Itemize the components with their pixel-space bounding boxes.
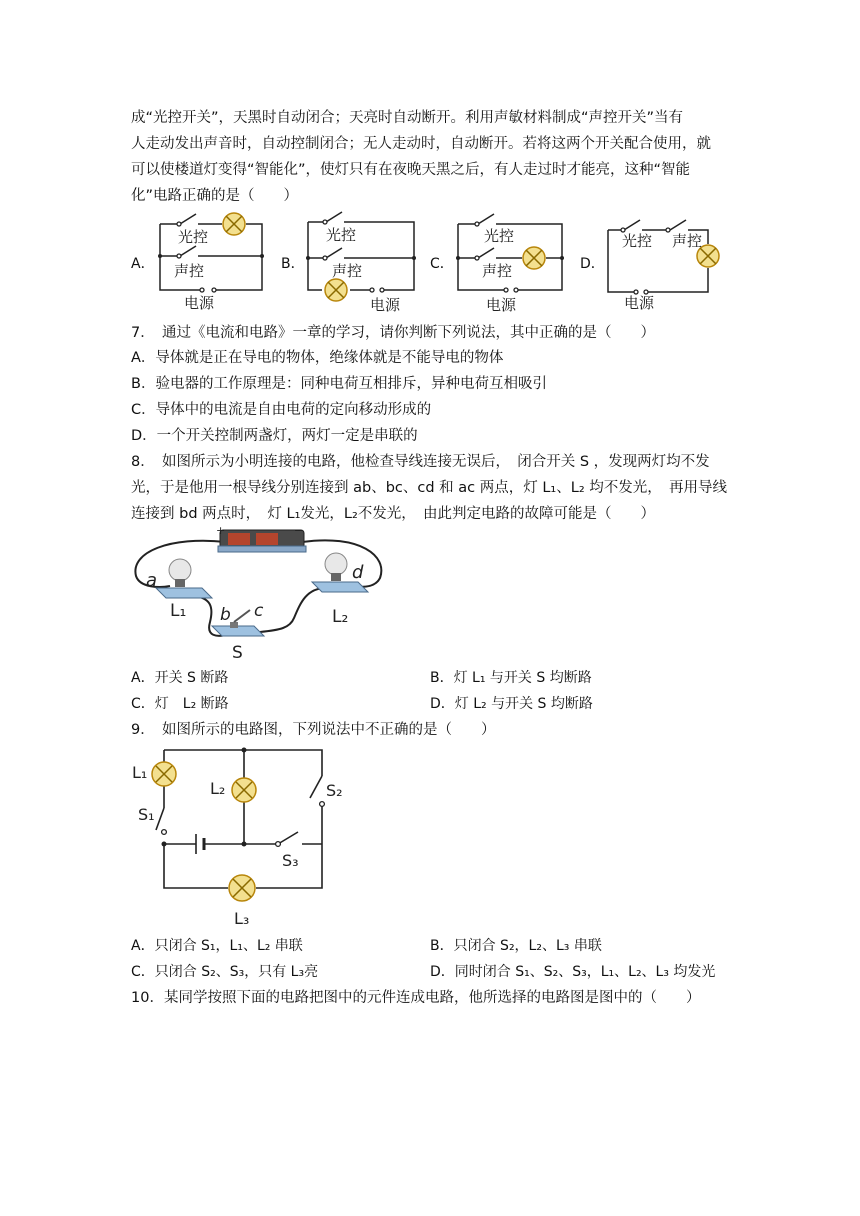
q6-line-2: 人走动发出声音时，自动控制闭合；无人走动时，自动断开。若将这两个开关配合使用，就 <box>131 136 711 152</box>
label-s1: S₁ <box>138 805 155 824</box>
q6-option-c-label: C． <box>430 256 454 272</box>
q8-stem-line-1: 8． 如图所示为小明连接的电路，他检查导线连接无误后， 闭合开关 S ，发现两灯均不发 <box>131 454 710 470</box>
lamp-l3-icon <box>229 875 255 901</box>
q6a-power-label: 电源 <box>184 294 215 312</box>
label-a: a <box>146 570 158 591</box>
q9-option-a: A．只闭合 S₁，L₁、L₂ 串联 <box>131 938 303 954</box>
q6-option-d-label: D． <box>580 256 605 272</box>
label-l2: L₂ <box>210 779 226 798</box>
lamp-l1-icon <box>152 762 176 786</box>
q6-circuit-b <box>300 208 420 312</box>
q8-stem-line-3: 连接到 bd 两点时， 灯 L₁发光，L₂不发光， 由此判定电路的故障可能是（ ） <box>131 506 656 522</box>
q6-line-4: 化”电路正确的是（ ） <box>131 188 299 204</box>
q10-stem: 10．某同学按照下面的电路把图中的元件连成电路，他所选择的电路图是图中的（ ） <box>131 990 701 1006</box>
label-l1: L₁ <box>132 763 148 782</box>
label-l3: L₃ <box>234 909 250 928</box>
q6-circuit-c <box>450 208 570 312</box>
q7-option-c: C．导体中的电流是自由电荷的定向移动形成的 <box>131 402 432 418</box>
q6c-sound-label: 声控 <box>482 262 513 280</box>
q6-circuit-d <box>600 210 730 310</box>
label-c: c <box>254 601 264 621</box>
q7-option-d: D．一个开关控制两盏灯，两灯一定是串联的 <box>131 428 418 444</box>
battery-plus-label: + <box>216 524 226 537</box>
q9-circuit-figure <box>128 746 343 934</box>
q6b-power-label: 电源 <box>370 296 401 314</box>
q6-line-3: 可以使楼道灯变得“智能化”，使灯只有在夜晚天黑之后，有人走过时才能亮，这种“智能 <box>131 162 691 178</box>
q9-option-d: D．同时闭合 S₁、S₂、S₃，L₁、L₂、L₃ 均发光 <box>430 964 716 980</box>
q8-option-c: C．灯 L₂ 断路 <box>131 696 229 712</box>
q6-option-b-label: B． <box>281 256 305 272</box>
q8-circuit-figure <box>130 526 390 664</box>
lamp-l2-icon <box>232 778 256 802</box>
q6d-sound-label: 声控 <box>672 232 703 250</box>
q7-option-a: A．导体就是正在导电的物体，绝缘体就是不能导电的物体 <box>131 350 504 366</box>
q6-circuit-a <box>150 210 268 310</box>
q9-option-b: B．只闭合 S₂，L₂、L₃ 串联 <box>430 938 602 954</box>
battery-minus-label: − <box>294 524 304 537</box>
q6c-power-label: 电源 <box>486 296 517 314</box>
label-d: d <box>352 562 364 583</box>
q6d-light-label: 光控 <box>622 232 653 250</box>
q6a-light-label: 光控 <box>178 228 209 246</box>
battery-icon <box>216 524 306 552</box>
label-l2: L₂ <box>332 607 349 627</box>
q8-option-d: D．灯 L₂ 与开关 S 均断路 <box>430 696 593 712</box>
lamp-l1-icon <box>156 559 212 598</box>
q6c-light-label: 光控 <box>484 227 515 245</box>
q7-stem: 7． 通过《电流和电路》一章的学习，请你判断下列说法，其中正确的是（ ） <box>131 325 655 341</box>
q7-option-b: B．验电器的工作原理是：同种电荷互相排斥，异种电荷互相吸引 <box>131 376 547 392</box>
q6b-sound-label: 声控 <box>332 262 363 280</box>
q8-option-a: A．开关 S 断路 <box>131 670 229 686</box>
q6-line-1: 成“光控开关”，天黑时自动闭合；天亮时自动断开。利用声敏材料制成“声控开关”当有 <box>131 110 684 126</box>
q9-stem: 9． 如图所示的电路图，下列说法中不正确的是（ ） <box>131 722 496 738</box>
label-s2: S₂ <box>326 781 343 800</box>
q6b-light-label: 光控 <box>326 226 357 244</box>
label-s: S <box>232 643 243 663</box>
q6d-power-label: 电源 <box>624 294 655 312</box>
label-b: b <box>220 605 231 625</box>
label-s3: S₃ <box>282 851 299 870</box>
label-l1: L₁ <box>170 601 187 621</box>
q9-option-c: C．只闭合 S₂、S₃，只有 L₃亮 <box>131 964 319 980</box>
q6-option-a-label: A． <box>131 256 155 272</box>
q8-option-b: B．灯 L₁ 与开关 S 均断路 <box>430 670 592 686</box>
q6a-sound-label: 声控 <box>174 262 205 280</box>
q8-stem-line-2: 光，于是他用一根导线分别连接到 ab、bc、cd 和 ac 两点，灯 L₁、L₂ 均不发光， 再用导线 <box>131 480 727 496</box>
